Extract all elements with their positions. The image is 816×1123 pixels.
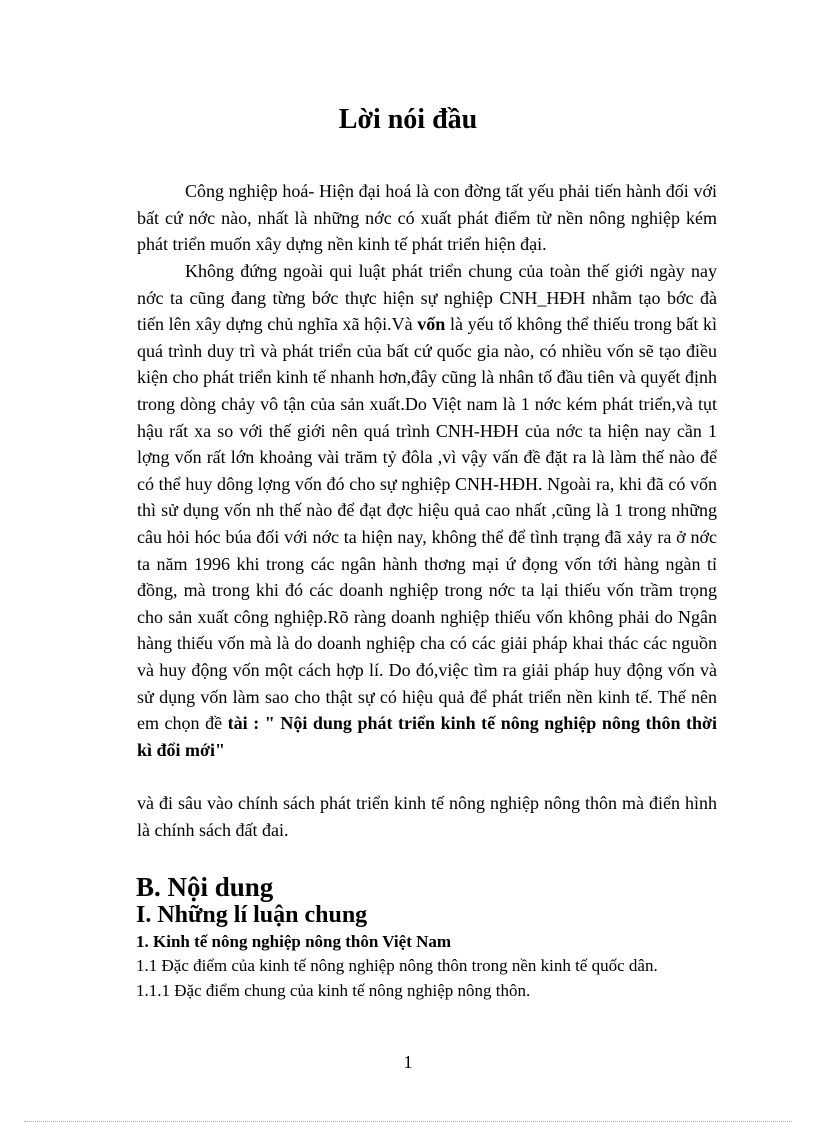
page-title: Lời nói đầu: [338, 104, 478, 135]
page-footer-divider: [24, 1121, 792, 1122]
subsection-1-1: 1.1 Đặc điểm của kinh tế nông nghiệp nông thôn trong nền kinh tế quốc dân.: [136, 956, 658, 975]
keyword-von: vốn: [417, 314, 446, 335]
intro-paragraph-1-text: Công nghiệp hoá- Hiện đại hoá là con đờng tất yếu phải tiến hành đối với bất cứ nớc nào, nhất là những nớc có xuất phát điểm từ nền nông nghiệp kém phát triển muốn xây dựng nền kinh tế phát triển hiện đại.: [137, 181, 717, 255]
intro-paragraph-2-after: là yếu tố không thể thiếu trong bất kì quá trình duy trì và phát triển của bất cứ quốc gia nào, có nhiều vốn sẽ tạo điều kiện cho phát triển kinh tế nhanh hơn,đây cũng là nhân tố đầu tiên và quyết định trong dòng chảy vô tận của sản xuất.Do Việt nam là 1 nớc kém phát triển,và tụt hậu rất xa so với thế giới nên quá trình CNH-HĐH của nớc ta hiện nay cần 1 lợng vốn rất lớn khoảng vài trăm tỷ đôla ,vì vậy vấn đề đặt ra là làm thế nào để có thể huy dông lợng vốn đó cho sự nghiệp CNH-HĐH. Ngoài ra, khi đã có vốn thì sử dụng vốn nh thế nào để đạt đợc hiệu quả cao nhất ,cũng là 1 trong những câu hỏi hóc búa đối với nớc ta hiện nay, không thể để tình trạng đã xảy ra ở nớc ta năm 1996 khi trong các ngân hành thơng mại ứ đọng vốn tới hàng ngàn tỉ đồng, mà trong khi đó các doanh nghiệp trong nớc ta lại thiếu vốn trầm trọng cho sản xuất công nghiệp.Rõ ràng doanh nghiệp thiếu vốn không phải do Ngân hàng thiếu vốn mà là do doanh nghiệp cha có các giải pháp khai thác các nguồn và huy động vốn một cách hợp lí. Do đó,việc tìm ra giải pháp huy động vốn và sử dụng vốn làm sao cho thật sự có hiệu quả để phát triển nền kinh tế. Thế nên em chọn đề: [137, 314, 718, 734]
page-number: 1: [403, 1052, 413, 1072]
intro-paragraph-2: [137, 258, 717, 763]
section-b-heading: B. Nội dung: [136, 872, 274, 902]
intro-paragraph-1: [137, 178, 717, 258]
intro-paragraph-2-before: Không đứng ngoài qui luật phát triển chung của toàn thế giới ngày nay nớc ta cũng đang từng bớc thực hiện sự nghiệp CNH_HĐH nhằm tạo bớc đà tiến lên xây dựng chủ nghĩa xã hội.Và: [137, 261, 717, 335]
topic-title: tài : " Nội dung phát triển kinh tế nông nghiệp nông thôn thời kì đổi mới": [137, 713, 718, 760]
section-1-heading: 1. Kinh tế nông nghiệp nông thôn Việt Nam: [136, 932, 452, 951]
subsection-1-1-1: 1.1.1 Đặc điểm chung của kinh tế nông nghiệp nông thôn.: [136, 981, 531, 1000]
section-i-heading: I. Những lí luận chung: [136, 902, 368, 928]
intro-paragraph-3: và đi sâu vào chính sách phát triển kinh tế nông nghiệp nông thôn mà điển hình là chính sách đất đai.: [137, 793, 717, 840]
